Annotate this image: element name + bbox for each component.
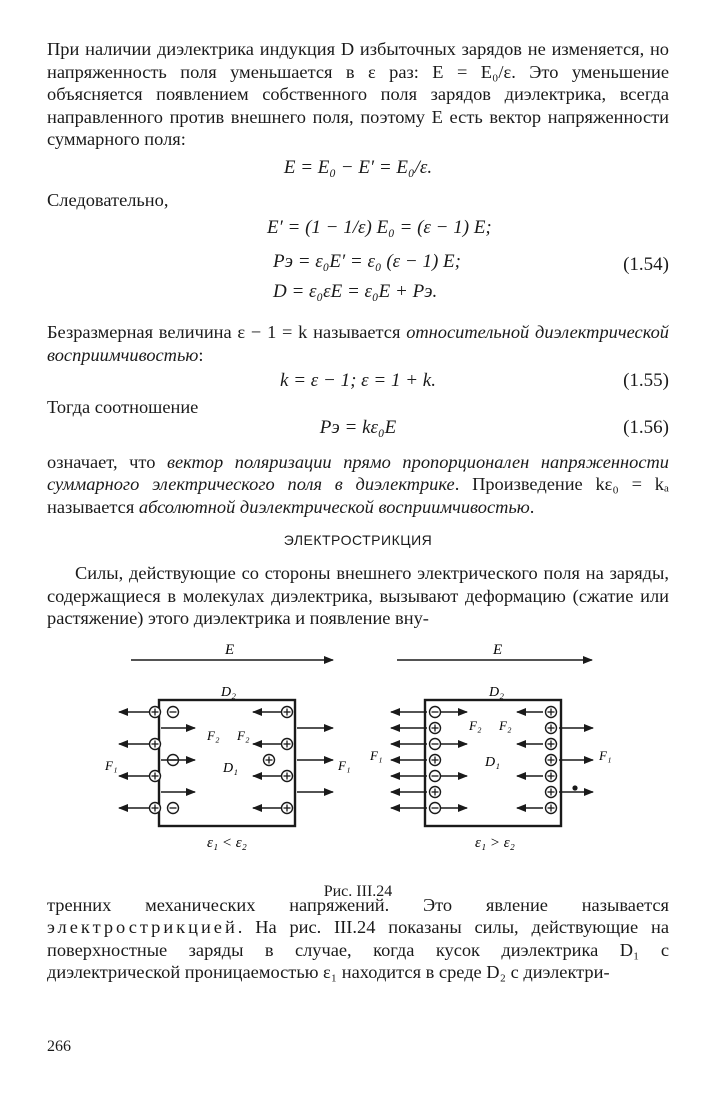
- para2-end: :: [198, 344, 204, 365]
- left-f2a-label: F₂: [207, 727, 220, 743]
- para5-text-b: . На рис. III.24 показаны силы, действующие на поверхностные заряды в случае, когда кусок диэлектрика D₁ с диэлектрической проницаемостью ε₁ находится в среде D₂ с диэлектри-: [47, 917, 669, 982]
- term-absolute-susceptibility: абсолютной диэлектрической восприимчивостью: [138, 496, 530, 517]
- right-medium-label: D₂: [489, 684, 504, 700]
- left-charges-and-forces: [119, 706, 333, 813]
- equation-1-55: k = ε − 1; ε = 1 + k.: [280, 370, 436, 391]
- left-f1-label-right: F₁: [338, 757, 351, 773]
- right-dot: [572, 785, 577, 790]
- equation-number-1-55: (1.55): [623, 370, 669, 391]
- equation-block-1-54: [47, 217, 669, 313]
- figure-diagram: [47, 642, 669, 876]
- right-f2a-label: F₂: [469, 717, 482, 733]
- equation-number-1-54: (1.54): [623, 254, 669, 275]
- equation-row-1-55: [47, 366, 669, 396]
- para3-text-b: . Произведение kε₀ = kₐ называется: [47, 474, 669, 517]
- left-body-label: D₁: [223, 760, 238, 776]
- page-content: [47, 38, 669, 984]
- right-body-label: D₁: [485, 754, 500, 770]
- equation-number-1-56: (1.56): [623, 416, 669, 438]
- right-f1-label-right: F₁: [599, 747, 612, 763]
- left-f2b-label: F₂: [237, 727, 250, 743]
- left-medium-label: D₂: [221, 684, 236, 700]
- equation-row-1-56: [47, 413, 669, 443]
- paragraph-polarization-vector: [47, 451, 669, 519]
- paragraph-dielectric-induction: При наличии диэлектрика индукция D избыточных зарядов не изменяется, но напряженность поля уменьшается в ε раз: E = E₀/ε. Это уменьшение объясняется появлением собственного поля зарядов диэлектрика, всегда направленного против внешнего поля, поэтому E есть вектор напряженности суммарного поля:: [47, 39, 669, 149]
- right-condition-label: ε₁ > ε₂: [475, 834, 515, 851]
- equation-1-54-line2: Pэ = ε₀E′ = ε₀ (ε − 1) E;: [273, 251, 461, 272]
- equation-1-56: Pэ = kε₀E: [319, 416, 397, 438]
- paragraph-electrostriction-definition: [47, 894, 669, 984]
- paragraph-consequently: Следовательно,: [47, 189, 169, 210]
- equation-total-field: E = E₀ − E′ = E₀/ε.: [283, 156, 433, 178]
- para3-text-a: означает, что: [47, 451, 167, 472]
- paragraph-forces: Силы, действующие со стороны внешнего электрического поля на заряды, содержащиеся в молекулах диэлектрика, вызывают деформацию (сжатие или растяжение) этого диэлектрика и появление вну-: [47, 563, 669, 628]
- paragraph-then-relation: Тогда соотношение: [47, 397, 199, 417]
- para3-text-c: .: [529, 496, 535, 517]
- left-condition-label: ε₁ < ε₂: [207, 834, 247, 851]
- para2-text: Безразмерная величина ε − 1 = k называется: [47, 322, 407, 342]
- term-polarization-proportional: вектор поляризации прямо пропорционален напряженности суммарного электрического поля в диэлектрике: [47, 451, 669, 494]
- right-field-label: E: [493, 641, 503, 658]
- equation-1-54-line1: E′ = (1 − 1/ε) E₀ = (ε − 1) E;: [267, 217, 492, 238]
- right-f1-label-left: F₁: [370, 747, 383, 763]
- term-electrostriction: электрострикцией: [47, 917, 238, 937]
- equation-1-54-line3: D = ε₀εE = ε₀E + Pэ.: [273, 281, 438, 302]
- term-relative-susceptibility: относительной диэлектрической восприимчивостью: [47, 322, 669, 365]
- right-f2b-label: F₂: [499, 717, 512, 733]
- paragraph-relative-susceptibility: [47, 321, 669, 366]
- section-heading-electrostriction: ЭЛЕКТРОСТРИКЦИЯ: [283, 532, 433, 548]
- figure-caption: Рис. III.24: [323, 882, 393, 900]
- left-f1-label-left: F₁: [105, 757, 118, 773]
- para5-text-a: тренних механических напряжений. Это явление называется: [47, 894, 669, 915]
- left-field-label: E: [225, 641, 235, 658]
- figure-electrostriction: [47, 641, 669, 900]
- right-panel: [369, 642, 611, 851]
- left-panel: [104, 642, 350, 851]
- page-number: 266: [47, 1038, 71, 1055]
